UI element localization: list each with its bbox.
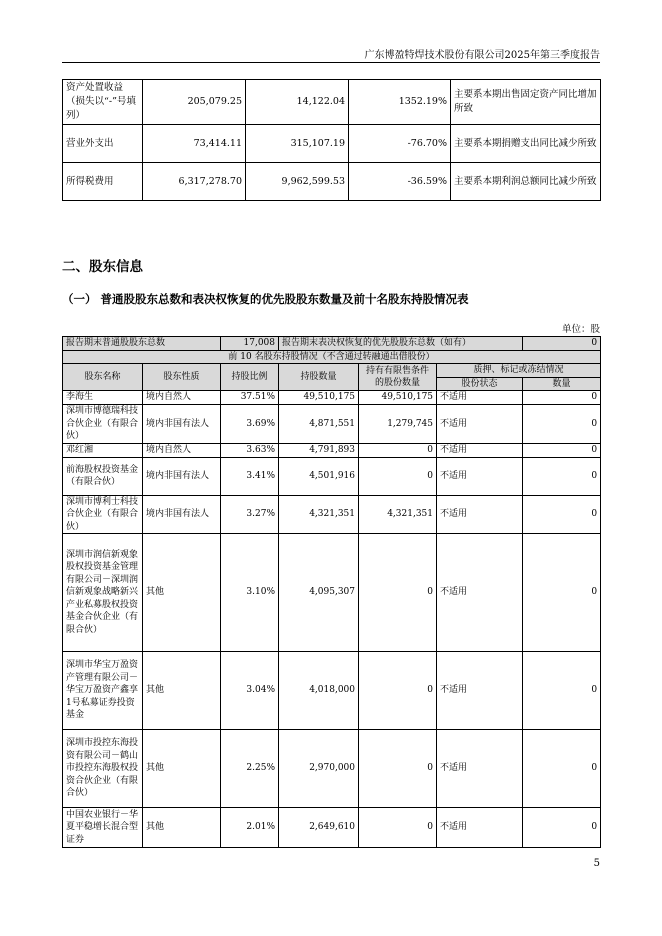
cell-prior: 9,962,599.53 (246, 163, 349, 201)
cell-nature: 境内自然人 (143, 391, 221, 405)
table-row (63, 391, 601, 405)
cell-item: 所得税费用 (63, 163, 143, 201)
cell-name: 中国农业银行－华夏平稳增长混合型证券 (63, 808, 143, 848)
cell-item: 营业外支出 (63, 125, 143, 163)
cell-status: 不适用 (437, 534, 523, 652)
cell-ratio: 3.27% (221, 495, 279, 534)
section-title: 二、股东信息 (62, 259, 143, 275)
page-number: 5 (593, 858, 600, 869)
cell-count: 0 (523, 405, 601, 444)
cell-name: 李海生 (63, 391, 143, 405)
header-rule (62, 62, 600, 63)
table-row (63, 405, 601, 444)
cell-qty: 4,095,307 (279, 534, 359, 652)
pref-holders-value: 0 (523, 337, 601, 351)
col-ratio: 持股比例 (221, 364, 279, 391)
cell-name: 深圳市投控东海投资有限公司－鹤山市投控东海股权投资合伙企业（有限合伙） (63, 730, 143, 808)
cell-ratio: 3.69% (221, 405, 279, 444)
income-change-table (62, 79, 601, 201)
cell-restricted: 0 (359, 534, 437, 652)
cell-prior: 315,107.19 (246, 125, 349, 163)
cell-nature: 境内非国有法人 (143, 495, 221, 534)
cell-restricted: 0 (359, 457, 437, 495)
cell-restricted: 0 (359, 652, 437, 730)
cell-nature: 境内自然人 (143, 443, 221, 457)
top10-title-row (63, 350, 601, 364)
cell-count: 0 (523, 495, 601, 534)
cell-count: 0 (523, 391, 601, 405)
table-row (63, 730, 601, 808)
cell-qty: 4,018,000 (279, 652, 359, 730)
cell-ratio: 3.41% (221, 457, 279, 495)
cell-current: 205,079.25 (143, 80, 246, 125)
cell-nature: 其他 (143, 652, 221, 730)
cell-count: 0 (523, 730, 601, 808)
header-row (63, 364, 601, 378)
cell-change: -36.59% (349, 163, 451, 201)
cell-change: -76.70% (349, 125, 451, 163)
summary-row (63, 337, 601, 351)
page-header: 广东博盈特焊技术股份有限公司2025年第三季度报告 (364, 50, 600, 61)
cell-nature: 境内非国有法人 (143, 405, 221, 444)
table-row (63, 443, 601, 457)
cell-ratio: 3.63% (221, 443, 279, 457)
table-row (63, 652, 601, 730)
table-row (63, 495, 601, 534)
cell-status: 不适用 (437, 457, 523, 495)
cell-nature: 其他 (143, 730, 221, 808)
table-row (63, 163, 601, 201)
cell-count: 0 (523, 808, 601, 848)
cell-restricted: 0 (359, 808, 437, 848)
cell-qty: 2,649,610 (279, 808, 359, 848)
unit-label: 单位：股 (561, 324, 600, 335)
cell-nature: 其他 (143, 808, 221, 848)
cell-reason: 主要系本期利润总额同比减少所致 (451, 163, 601, 201)
cell-qty: 2,970,000 (279, 730, 359, 808)
cell-ratio: 37.51% (221, 391, 279, 405)
cell-name: 深圳市华宝万盈资产管理有限公司－华宝万盈资产鑫享1号私募证券投资基金 (63, 652, 143, 730)
subsection-title: （一） 普通股股东总数和表决权恢复的优先股股东数量及前十名股东持股情况表 (62, 292, 469, 306)
cell-status: 不适用 (437, 405, 523, 444)
cell-status: 不适用 (437, 391, 523, 405)
table-row (63, 534, 601, 652)
table-row (63, 457, 601, 495)
cell-restricted: 0 (359, 443, 437, 457)
common-holders-value: 17,008 (221, 337, 279, 351)
shareholder-table (62, 336, 601, 848)
cell-status: 不适用 (437, 495, 523, 534)
cell-qty: 4,321,351 (279, 495, 359, 534)
col-nature: 股东性质 (143, 364, 221, 391)
cell-count: 0 (523, 652, 601, 730)
col-name: 股东名称 (63, 364, 143, 391)
cell-nature: 其他 (143, 534, 221, 652)
cell-status: 不适用 (437, 652, 523, 730)
cell-name: 邓红湘 (63, 443, 143, 457)
cell-qty: 49,510,175 (279, 391, 359, 405)
cell-name: 前海股权投资基金（有限合伙） (63, 457, 143, 495)
cell-status: 不适用 (437, 730, 523, 808)
cell-status: 不适用 (437, 808, 523, 848)
cell-count: 0 (523, 534, 601, 652)
cell-name: 深圳市博利士科技合伙企业（有限合伙） (63, 495, 143, 534)
cell-count: 0 (523, 443, 601, 457)
cell-restricted: 0 (359, 730, 437, 808)
cell-status: 不适用 (437, 443, 523, 457)
cell-reason: 主要系本期出售固定资产同比增加所致 (451, 80, 601, 125)
cell-item: 资产处置收益（损失以“-”号填列） (63, 80, 143, 125)
cell-ratio: 2.25% (221, 730, 279, 808)
cell-count: 0 (523, 457, 601, 495)
cell-ratio: 3.04% (221, 652, 279, 730)
pref-holders-label: 报告期末表决权恢复的优先股股东总数（如有） (279, 337, 523, 351)
col-qty: 持股数量 (279, 364, 359, 391)
cell-qty: 4,791,893 (279, 443, 359, 457)
table-row (63, 808, 601, 848)
cell-name: 深圳市博德瑞科技合伙企业（有限合伙） (63, 405, 143, 444)
cell-name: 深圳市润信新观象股权投资基金管理有限公司－深圳润信新观象战略新兴产业私募股权投资基金合伙企业（有限合伙） (63, 534, 143, 652)
table-row (63, 125, 601, 163)
cell-ratio: 3.10% (221, 534, 279, 652)
cell-nature: 境内非国有法人 (143, 457, 221, 495)
cell-ratio: 2.01% (221, 808, 279, 848)
cell-change: 1352.19% (349, 80, 451, 125)
col-restricted: 持有有限售条件的股份数量 (359, 364, 437, 391)
col-pledge-group: 质押、标记或冻结情况 (437, 364, 601, 378)
col-status: 股份状态 (437, 377, 523, 391)
cell-restricted: 1,279,745 (359, 405, 437, 444)
cell-current: 6,317,278.70 (143, 163, 246, 201)
col-count: 数量 (523, 377, 601, 391)
table-row (63, 80, 601, 125)
cell-prior: 14,122.04 (246, 80, 349, 125)
cell-reason: 主要系本期捐赠支出同比减少所致 (451, 125, 601, 163)
cell-qty: 4,501,916 (279, 457, 359, 495)
cell-qty: 4,871,551 (279, 405, 359, 444)
cell-restricted: 4,321,351 (359, 495, 437, 534)
top10-title: 前 10 名股东持股情况（不含通过转融通出借股份） (63, 350, 601, 364)
cell-current: 73,414.11 (143, 125, 246, 163)
common-holders-label: 报告期末普通股股东总数 (63, 337, 221, 351)
cell-restricted: 49,510,175 (359, 391, 437, 405)
